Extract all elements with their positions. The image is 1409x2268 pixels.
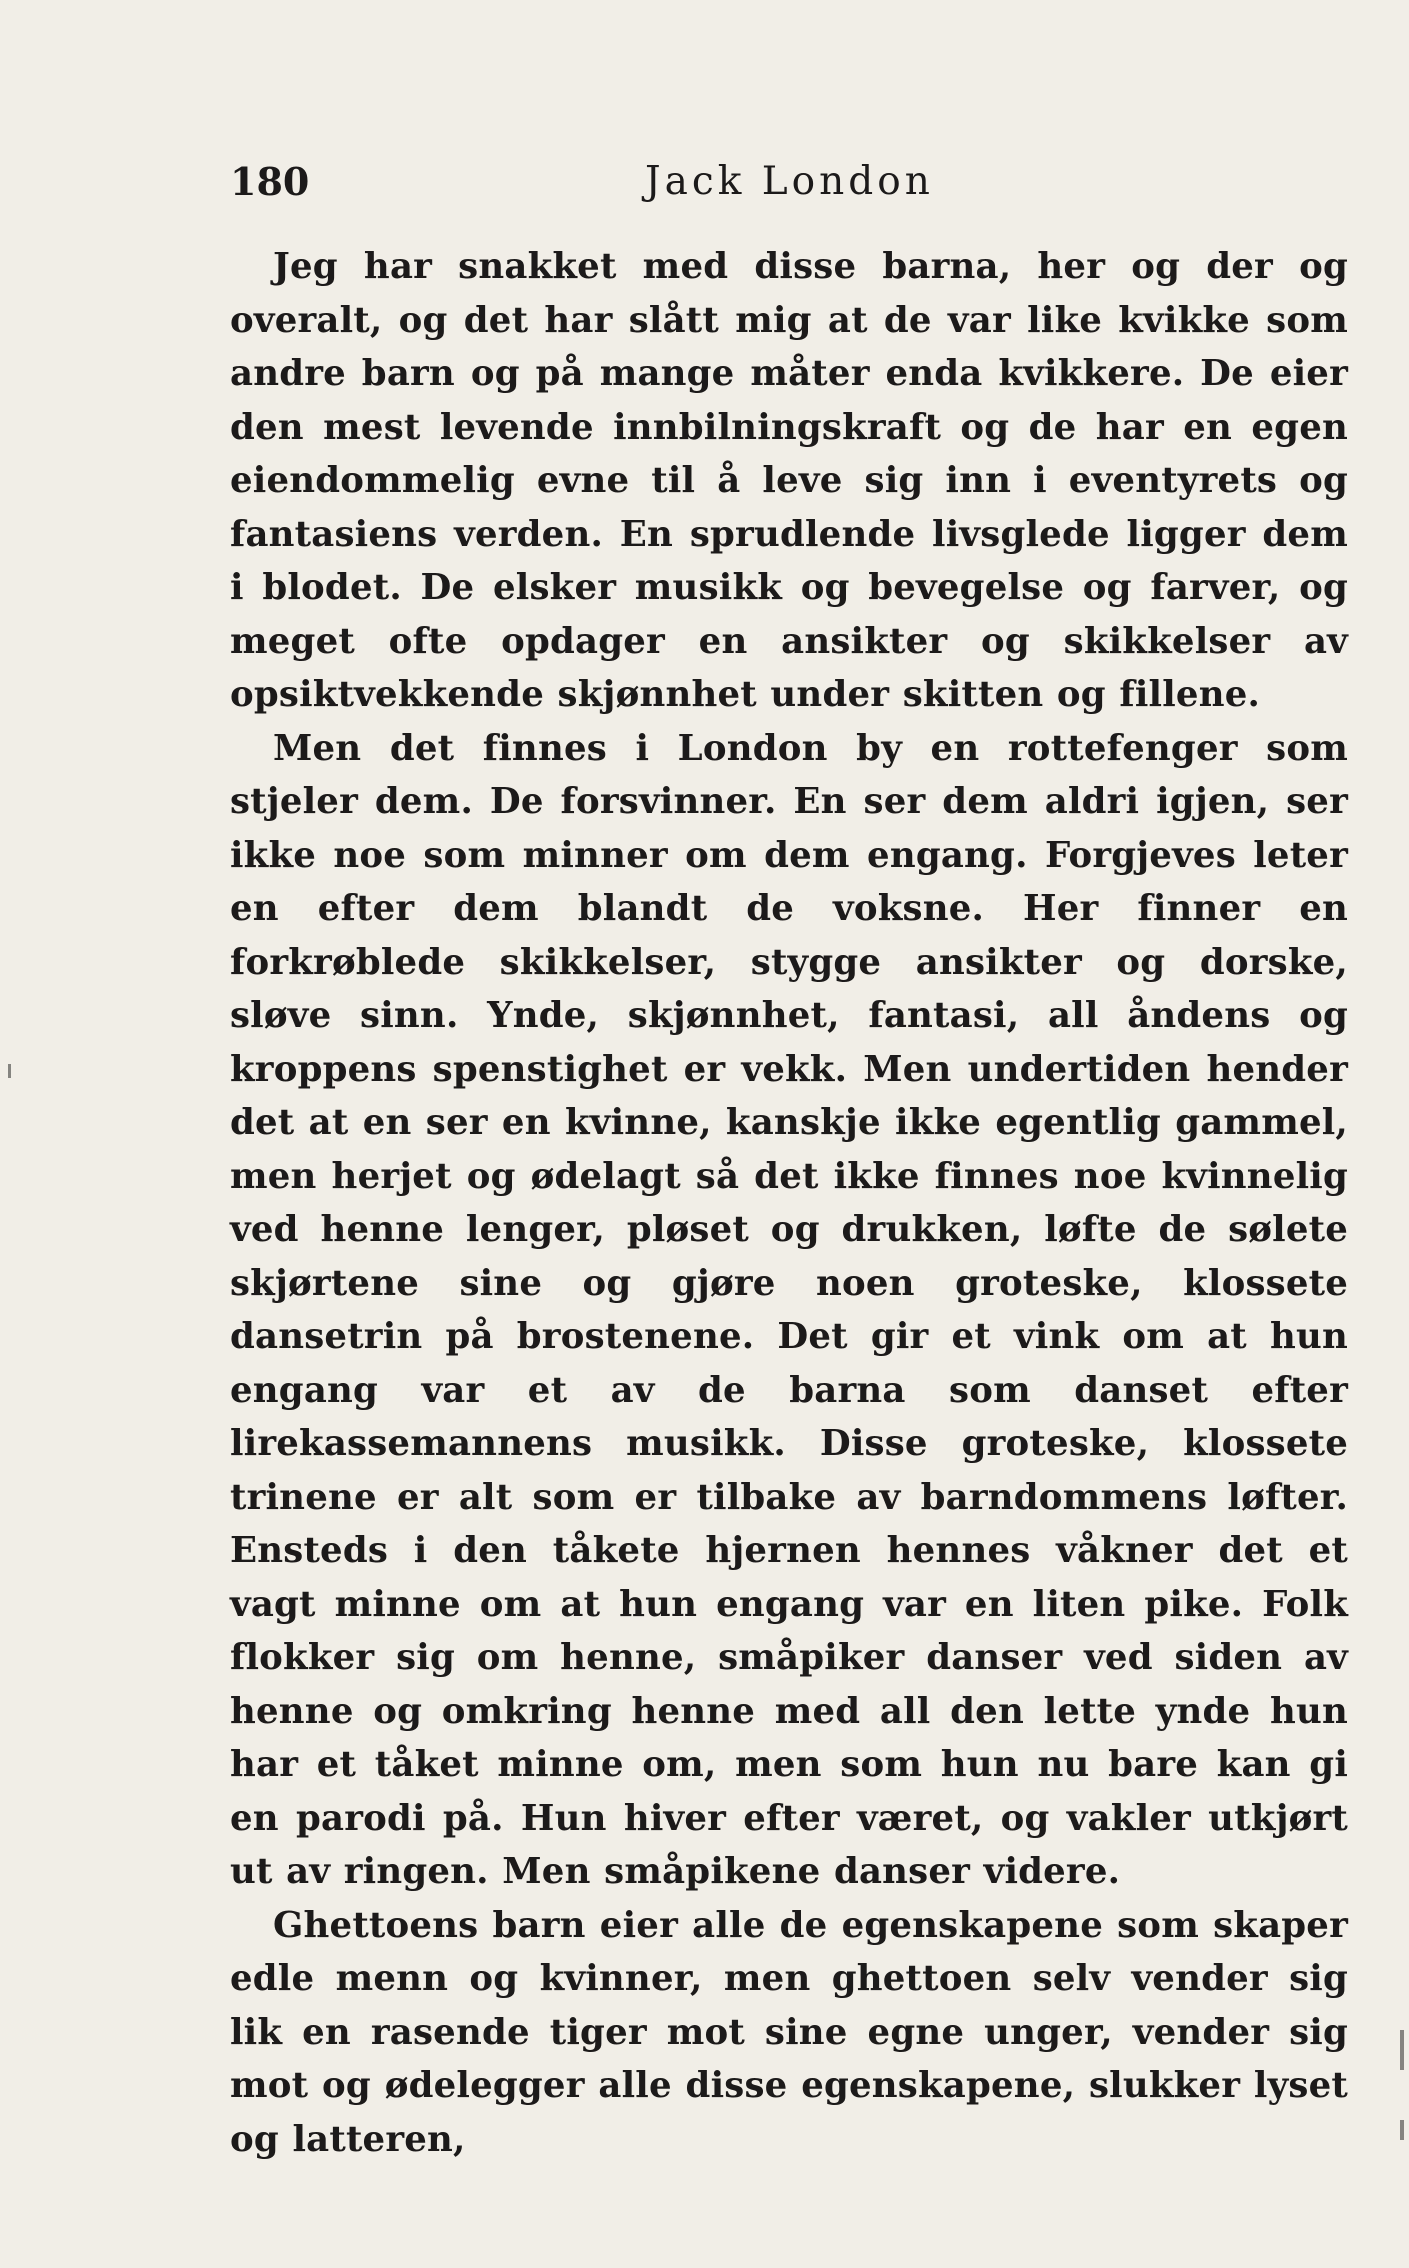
paragraph: Men det finnes i London by en rottefenger som stjeler dem. De forsvinner. En ser dem aldri igjen, ser ikke noe som minner om dem engang. Forgjeves leter en efter dem blandt de voksne. Her finner en forkrøblede skikkelser, stygge ansikter og dorske, sløve sinn. Ynde, skjønnhet, fantasi, all åndens og kroppens spenstighet er vekk. Men undertiden hender det at en ser en kvinne, kanskje ikke egentlig gammel, men herjet og ødelagt så det ikke finnes noe kvinnelig ved henne lenger, pløset og drukken, løfte de sølete skjørtene sine og gjøre noen groteske, klossete dansetrin på brostenene. Det gir et vink om at hun engang var et av de barna som danset efter lirekassemannens musikk. Disse groteske, klossete trinene er alt som er tilbake av barndommens løfter. Ensteds i den tåkete hjernen hennes våkner det et vagt minne om at hun engang var en liten pike. Folk flokker sig om henne, småpiker danser ved siden av henne og omkring henne med all den lette ynde hun har et tåket minne om, men som hun nu bare kan gi en parodi på. Hun hiver efter været, og vakler utkjørt ut av ringen. Men småpikene danser videre.: [230, 727, 1348, 1892]
margin-mark: [8, 1064, 11, 1078]
paragraph: Jeg har snakket med disse barna, her og der og overalt, og det har slått mig at de var like kvikke som andre barn og på mange måter enda kvikkere. De eier den mest levende innbilningskraft og de har en egen eiendommelig evne til å leve sig inn i eventyrets og fantasiens verden. En sprudlende livsglede ligger dem i blodet. De elsker musikk og bevegelse og farver, og meget ofte opdager en ansikter og skikkelser av opsiktvekkende skjønnhet under skitten og fillene.: [230, 246, 1348, 715]
margin-mark: [1400, 2120, 1404, 2140]
page-header: [230, 152, 1350, 212]
running-head: Jack London: [645, 159, 934, 204]
margin-mark: [1400, 2030, 1404, 2070]
body-text: [230, 240, 1348, 2166]
paragraph: Ghettoens barn eier alle de egenskapene som skaper edle menn og kvinner, men ghettoen selv vender sig lik en rasende tiger mot sine egne unger, vender sig mot og ødelegger alle disse egenskapene, slukker lyset og latteren,: [230, 1904, 1348, 2160]
page-number: 180: [230, 159, 310, 204]
